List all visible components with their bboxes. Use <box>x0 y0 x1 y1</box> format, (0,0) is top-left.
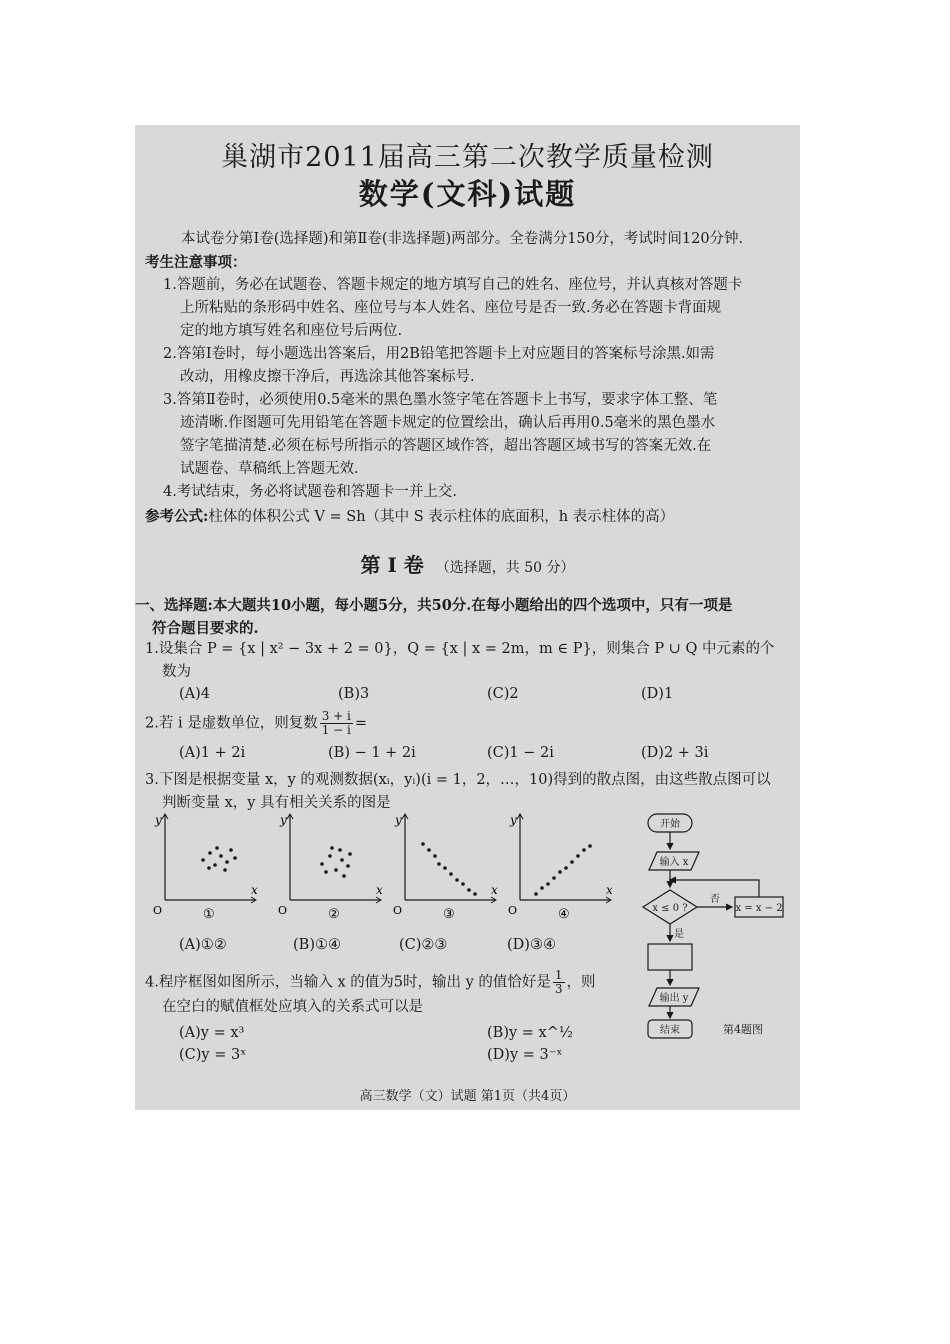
y-axis-label: y <box>395 813 402 827</box>
scatter-point <box>467 888 471 892</box>
scatter-point <box>348 852 352 856</box>
scatter-point <box>564 866 568 870</box>
question-4: 4.程序框图如图所示，当输入 x 的值为5时，输出 y 的值恰好是 $\frac{1}{3}$ ，则 在空白的赋值框处应填入的关系式可以是 <box>145 968 596 1015</box>
scatter-point <box>461 882 465 886</box>
page-footer: 高三数学（文）试题 第1页（共4页） <box>359 1089 576 1104</box>
scatter-point <box>328 854 332 858</box>
question-3: 3.下图是根据变量 x，y 的观测数据(xᵢ，yᵢ)(i = 1，2，…，10)得到的散点图，由这些散点图可以 判断变量 x，y 具有相关关系的图是 <box>145 772 771 811</box>
scatter-point <box>342 874 346 878</box>
x-axis-label: x <box>606 883 613 897</box>
scatter-point <box>449 872 453 876</box>
q1-option-c: (C)2 <box>487 686 519 702</box>
q3-option-b: (B)①④ <box>293 937 341 953</box>
origin-label: O <box>393 904 403 917</box>
q1-option-b: (B)3 <box>338 686 370 702</box>
scatter-point <box>340 858 344 862</box>
flow-yes-label: 是 <box>674 929 684 940</box>
scatter-point <box>320 862 324 866</box>
flow-blank-box <box>648 944 692 970</box>
scatter-point <box>455 878 459 882</box>
y-axis-label: y <box>280 813 287 827</box>
notice-4: 4.考试结束，务必将试题卷和答题卡一并上交. <box>163 484 457 500</box>
origin-label: O <box>278 904 288 917</box>
scatter-point <box>588 844 592 848</box>
q3-option-c: (C)②③ <box>399 937 448 953</box>
scatter-point <box>546 882 550 886</box>
scatter-point <box>421 842 425 846</box>
scatter-point <box>427 848 431 852</box>
q4-option-a: (A)y = x³ <box>179 1025 245 1041</box>
flow-input-label: 输入 x <box>659 857 689 868</box>
notice-3: 3.答第Ⅱ卷时，必须使用0.5毫米的黑色墨水签字笔在答题卡上书写，要求字体工整、笔 迹清晰.作图题可先用铅笔在答题卡规定的位置绘出，确认后再用0.5毫米的黑色墨水 签字笔描清楚.必须在标号所指示的答题区域作答，超出答题区域书写的答案无效.在 试题卷、草稿纸上答题无效. <box>163 392 718 477</box>
scatter-point <box>213 863 217 867</box>
q4-option-b: (B)y = x^½ <box>487 1025 573 1041</box>
scatter-point <box>433 854 437 858</box>
exam-page <box>135 125 800 1110</box>
q4-option-c: (C)y = 3ˣ <box>179 1047 247 1063</box>
scatter-point <box>534 892 538 896</box>
flowchart <box>615 810 795 1040</box>
x-axis-label: x <box>376 883 383 897</box>
scatter-point <box>443 866 447 870</box>
scatter-point <box>201 858 205 862</box>
exam-title: 巢湖市2011届高三第二次教学质量检测 <box>221 142 714 173</box>
scatter-point <box>334 868 338 872</box>
q2-option-b: (B) − 1 + 2i <box>328 745 416 761</box>
q4-fraction: $\frac{1}{3}$ <box>554 968 563 996</box>
scatter-point <box>473 892 477 896</box>
q3-option-a: (A)①② <box>179 937 227 953</box>
flow-assign-label: x = x − 2 <box>735 903 783 914</box>
scatter-point <box>576 854 580 858</box>
scatter-point <box>540 886 544 890</box>
scatter-point <box>215 846 219 850</box>
x-axis-label: x <box>491 883 498 897</box>
q3-option-d: (D)③④ <box>507 937 556 953</box>
q1-option-a: (A)4 <box>179 686 211 702</box>
scatter-point <box>208 851 212 855</box>
scatter-point <box>225 860 229 864</box>
q2-option-a: (A)1 + 2i <box>179 745 246 761</box>
y-axis-label: y <box>510 813 517 827</box>
plot-number-label: ② <box>328 907 340 922</box>
q1-option-d: (D)1 <box>641 686 674 702</box>
scatter-point <box>324 870 328 874</box>
scatter-plot-3 <box>393 813 498 922</box>
scatter-point <box>552 876 556 880</box>
question-2: 2.若 i 是虚数单位，则复数 $\frac{3 + i}{1 - i}$ = <box>145 709 368 737</box>
intro-line: 本试卷分第Ⅰ卷(选择题)和第Ⅱ卷(非选择题)两部分。全卷满分150分，考试时间120分钟. <box>181 231 744 247</box>
q4-option-d: (D)y = 3⁻ˣ <box>487 1047 563 1063</box>
scatter-plots <box>155 810 615 920</box>
origin-label: O <box>153 904 163 917</box>
flow-start-label: 开始 <box>660 819 680 830</box>
scatter-point <box>437 862 441 866</box>
scatter-point <box>207 866 211 870</box>
notice-2: 2.答第Ⅰ卷时，每小题选出答案后，用2B铅笔把答题卡上对应题目的答案标号涂黑.如需 改动，用橡皮擦干净后，再选涂其他答案标号. <box>163 346 715 385</box>
flow-end-label: 结束 <box>660 1025 680 1036</box>
scatter-point <box>229 848 233 852</box>
scatter-point <box>233 856 237 860</box>
plot-number-label: ③ <box>443 907 455 922</box>
flow-condition-label: x ≤ 0 ? <box>652 903 688 914</box>
question-1: 1.设集合 P = {x | x² − 3x + 2 = 0}，Q = {x | x = 2m，m ∈ P}，则集合 P ∪ Q 中元素的个 数为 <box>145 641 775 680</box>
q2-option-c: (C)1 − 2i <box>487 745 554 761</box>
y-axis-label: y <box>155 813 162 827</box>
scatter-plot-4 <box>508 813 613 922</box>
scatter-point <box>570 860 574 864</box>
scatter-plot-2 <box>278 813 383 922</box>
flow-no-label: 否 <box>710 894 720 905</box>
plot-number-label: ① <box>203 907 215 922</box>
reference-formula: 参考公式:柱体的体积公式 V = Sh（其中 S 表示柱体的底面积，h 表示柱体的高） <box>145 508 675 525</box>
plot-number-label: ④ <box>558 907 570 922</box>
notice-title: 考生注意事项： <box>145 254 247 271</box>
exam-subtitle: 数学(文科)试题 <box>358 177 577 211</box>
origin-label: O <box>508 904 518 917</box>
q2-fraction: $\frac{3 + i}{1 - i}$ <box>321 709 351 737</box>
section-instructions: 一、选择题:本大题共10小题，每小题5分，共50分.在每小题给出的四个选项中，只有一项是 符合题目要求的. <box>135 597 733 637</box>
scatter-point <box>346 864 350 868</box>
scatter-point <box>338 848 342 852</box>
scatter-plot-1 <box>153 813 258 922</box>
notice-1: 1.答题前，务必在试题卷、答题卡规定的地方填写自己的姓名、座位号，并认真核对答题卡 上所粘贴的条形码中姓名、座位号与本人姓名、座位号是否一致.务必在答题卡背面规 定的地方填写姓名和座位号后两位. <box>163 277 743 339</box>
x-axis-label: x <box>251 883 258 897</box>
flow-output-label: 输出 y <box>659 993 689 1004</box>
scatter-point <box>219 854 223 858</box>
scatter-point <box>330 846 334 850</box>
scatter-point <box>223 868 227 872</box>
scatter-point <box>582 848 586 852</box>
section-1-heading: 第 Ⅰ 卷 （选择题，共 50 分） <box>360 553 575 577</box>
q2-option-d: (D)2 + 3i <box>641 745 709 761</box>
scatter-point <box>558 870 562 874</box>
flow-caption: 第4题图 <box>723 1023 763 1036</box>
